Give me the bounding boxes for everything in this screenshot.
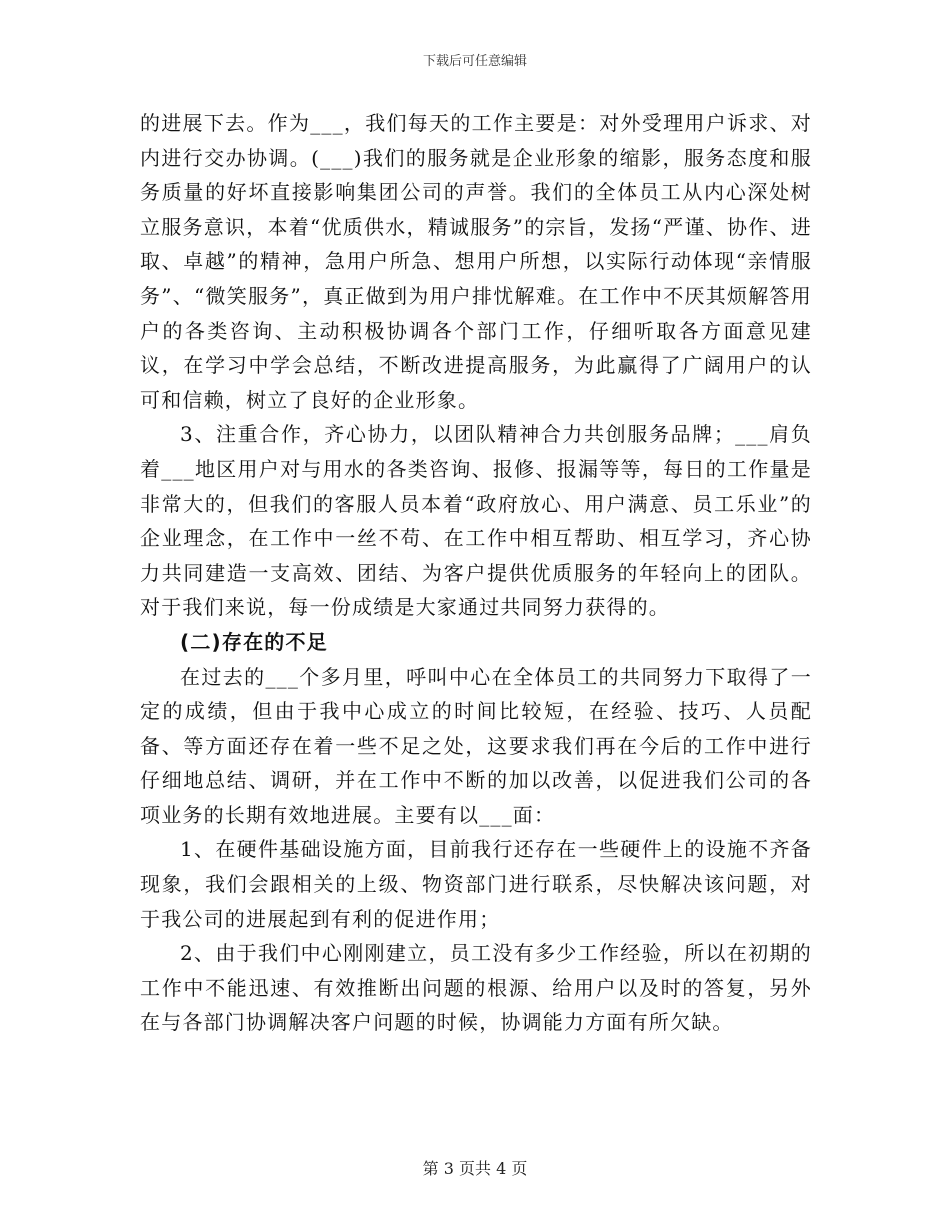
- page-footer: 第 3 页共 4 页: [422, 1159, 528, 1178]
- paragraph-continuation: 的进展下去。作为___，我们每天的工作主要是：对外受理用户诉求、对内进行交办协调。(___)我们的服务就是企业形象的缩影，服务态度和服务质量的好坏直接影响集团公司的声誉。我们的全体员工从内心深处树立服务意识，本着“优质供水，精诚服务”的宗旨，发扬“严谨、协作、进取、卓越”的精神，急用户所急、想用户所想，以实际行动体现“亲情服务”、“微笑服务”，真正做到为用户排忧解难。在工作中不厌其烦解答用户的各类咨询、主动积极协调各个部门工作，仔细听取各方面意见建议，在学习中学会总结，不断改进提高服务，为此赢得了广阔用户的认可和信赖，树立了良好的企业形象。: [140, 111, 812, 412]
- paragraph-hardware: 1、在硬件基础设施方面，目前我行还存在一些硬件上的设施不齐备现象，我们会跟相关的上级、物资部门进行联系，尽快解决该问题，对于我公司的进展起到有利的促进作用；: [140, 837, 812, 931]
- paragraph-shortcomings-intro: 在过去的___个多月里，呼叫中心在全体员工的共同努力下取得了一定的成绩，但由于我中心成立的时间比较短，在经验、技巧、人员配备、等方面还存在着一些不足之处，这要求我们再在今后的工作中进行仔细地总结、调研，并在工作中不断的加以改善，以促进我们公司的各项业务的长期有效地进展。主要有以___面：: [140, 664, 812, 827]
- section-heading-shortcomings: (二)存在的不足: [180, 629, 328, 654]
- page-header: 下载后可任意编辑: [422, 54, 527, 69]
- paragraph-experience: 2、由于我们中心刚刚建立，员工没有多少工作经验，所以在初期的工作中不能迅速、有效推断出问题的根源、给用户以及时的答复，另外在与各部门协调解决客户问题的时候，协调能力方面有所欠缺。: [140, 941, 812, 1035]
- document-body: [140, 106, 812, 1040]
- paragraph-teamwork: 3、注重合作，齐心协力，以团队精神合力共创服务品牌；___肩负着___地区用户对与用水的各类咨询、报修、报漏等等，每日的工作量是非常大的，但我们的客服人员本着“政府放心、用户满意、员工乐业”的企业理念，在工作中一丝不苟、在工作中相互帮助、相互学习，齐心协力共同建造一支高效、团结、为客户提供优质服务的年轻向上的团队。对于我们来说，每一份成绩是大家通过共同努力获得的。: [140, 422, 812, 620]
